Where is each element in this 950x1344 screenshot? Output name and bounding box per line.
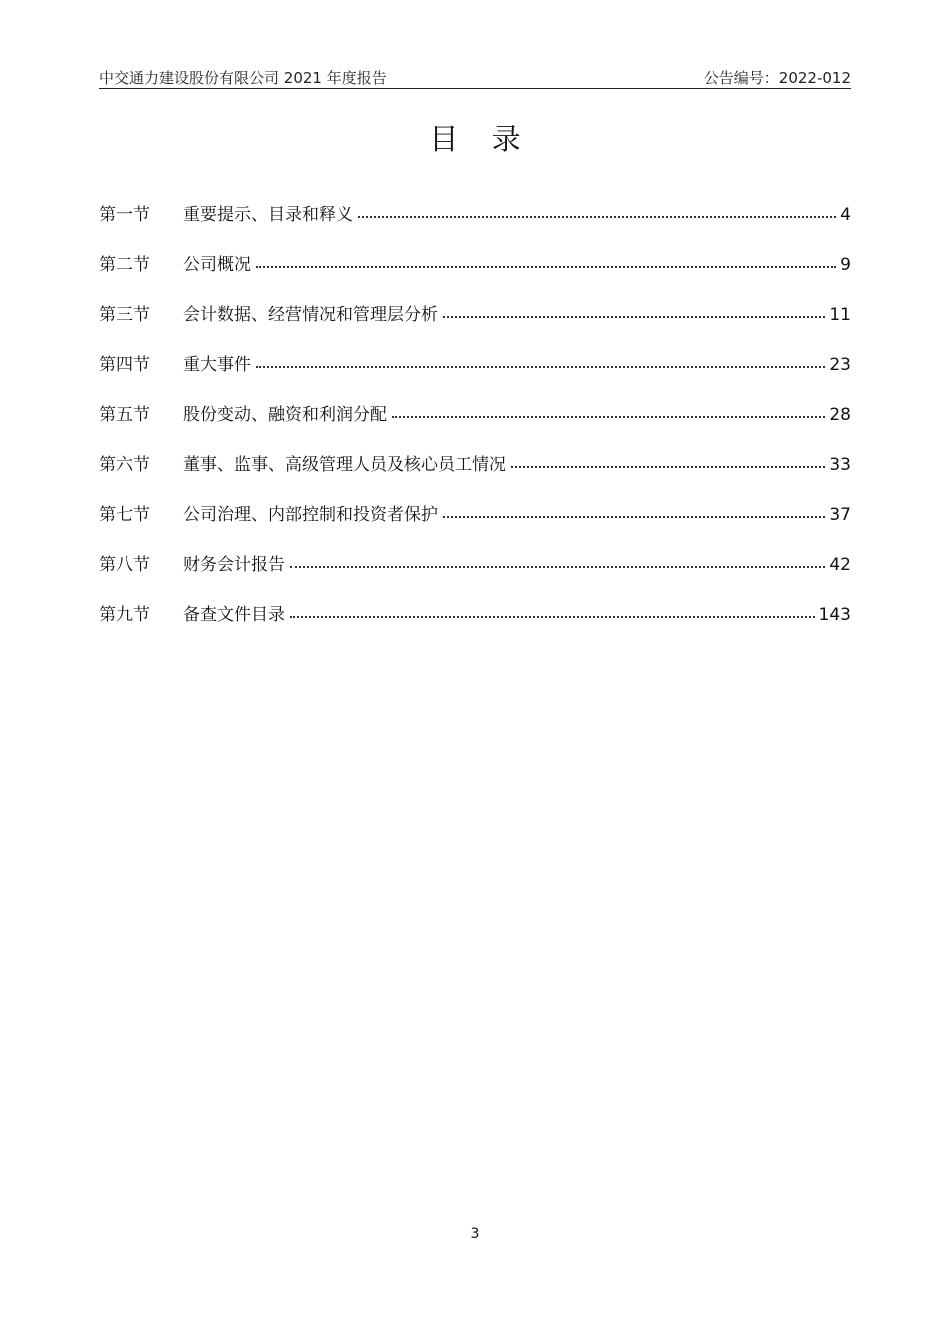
toc-dot-leader	[392, 415, 825, 418]
toc-entry[interactable]	[99, 198, 851, 248]
toc-section-number: 第一节	[99, 205, 150, 225]
toc-section-number: 第三节	[99, 305, 150, 325]
toc-section-title: 会计数据、经营情况和管理层分析	[183, 305, 438, 325]
header-report-title: 中交通力建设股份有限公司 2021 年度报告	[99, 69, 387, 87]
toc-entry[interactable]	[99, 598, 851, 648]
toc-entry[interactable]	[99, 498, 851, 548]
toc-section-number: 第五节	[99, 405, 150, 425]
toc-entry[interactable]	[99, 548, 851, 598]
toc-dot-leader	[443, 515, 825, 518]
toc-section-title: 公司治理、内部控制和投资者保护	[183, 505, 438, 525]
toc-page-number: 37	[829, 505, 851, 525]
page-footer-number: 3	[470, 1226, 480, 1242]
toc-entry[interactable]	[99, 398, 851, 448]
toc-page-number: 11	[829, 305, 851, 325]
toc-section-number: 第四节	[99, 355, 150, 375]
toc-section-number: 第二节	[99, 255, 150, 275]
toc-entry[interactable]	[99, 248, 851, 298]
toc-dot-leader	[443, 315, 825, 318]
page-title: 目 录	[429, 122, 533, 156]
table-of-contents	[99, 198, 851, 648]
toc-dot-leader	[290, 615, 815, 618]
toc-page-number: 42	[829, 555, 851, 575]
toc-entry[interactable]	[99, 348, 851, 398]
toc-dot-leader	[256, 365, 825, 368]
toc-entry[interactable]	[99, 298, 851, 348]
toc-page-number: 9	[840, 255, 851, 275]
toc-section-number: 第六节	[99, 455, 150, 475]
toc-section-number: 第九节	[99, 605, 150, 625]
toc-section-title: 重要提示、目录和释义	[183, 205, 353, 225]
toc-section-title: 董事、监事、高级管理人员及核心员工情况	[183, 455, 506, 475]
toc-dot-leader	[290, 565, 825, 568]
header-announcement-number: 公告编号：2022-012	[703, 69, 851, 87]
toc-page-number: 23	[829, 355, 851, 375]
toc-dot-leader	[511, 465, 825, 468]
toc-page-number: 143	[818, 605, 851, 625]
toc-section-number: 第七节	[99, 505, 150, 525]
toc-dot-leader	[256, 265, 836, 268]
toc-entry[interactable]	[99, 448, 851, 498]
toc-section-title: 财务会计报告	[183, 555, 285, 575]
toc-page-number: 28	[829, 405, 851, 425]
toc-section-title: 股份变动、融资和利润分配	[183, 405, 387, 425]
toc-page-number: 33	[829, 455, 851, 475]
toc-page-number: 4	[840, 205, 851, 225]
toc-section-title: 公司概况	[183, 255, 251, 275]
toc-section-title: 备查文件目录	[183, 605, 285, 625]
page-header	[99, 66, 851, 89]
toc-section-title: 重大事件	[183, 355, 251, 375]
toc-section-number: 第八节	[99, 555, 150, 575]
toc-dot-leader	[358, 215, 836, 218]
